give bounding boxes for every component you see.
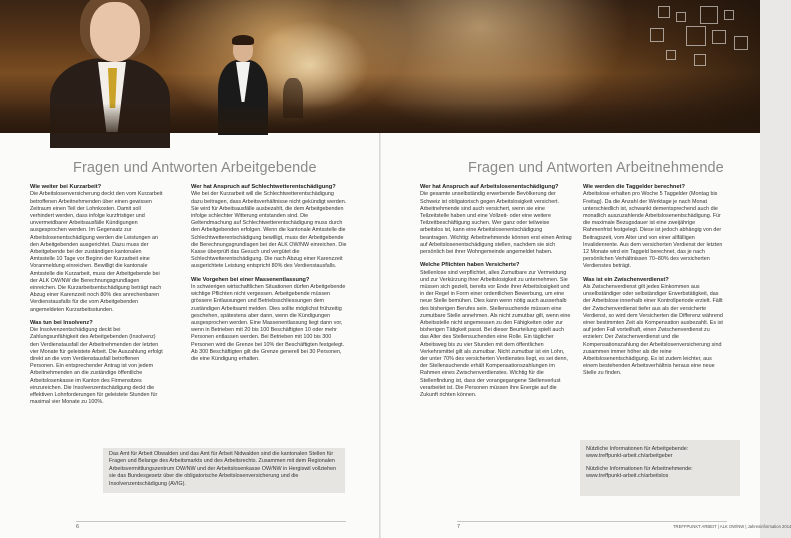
faq-answer: Stellenlose sind verpflichtet, alles Zumutbare zur Vermeidung und zur Verkürzung ihrer Arbeitslosigkeit zu unternehmen. Sie müssen sich gezielt, bereits vor Ende ihrer Arbeitslosigkeit und in der Regel in Form einer ordentlichen Bewerbung, um eine neue Stelle bemühen. Dies kann wenn nötig auch ausserhalb des bisherigen Berufes sein. Stellensuchende müssen eine zumutbare Stelle annehmen. Als nicht zumutbar gilt, wenn eine Arbeitsstelle nicht angemessen zu den Fähigkeiten oder zur bisherigen Tätigkeit passt. Bei dieser Beurteilung spielt auch das Alter des Stellensuchenden eine Rolle. Ein täglicher Arbeitsweg bis zu vier Stunden mit dem öffentlichen Verkehrsmittel gilt als zumutbar. Nicht zumutbar ist ein Lohn, der unter 70% des versicherten Verdienstes liegt, es sei denn, der Stellensuchende erhält Kompensationszahlungen im Rahmen eines Zwischenverdienstes. Wichtig für die Stellenfindung ist, dass der vorangegangene Stellenverlust verarbeitet ist. Die Personen müssen ihre Energie auf die Zukunft richten können. <box>420 269 571 399</box>
faq-question: Wie weiter bei Kurzarbeit? <box>30 184 102 190</box>
footer-rule <box>76 521 346 522</box>
info-label-employers: Nützliche Informationen für Arbeitgebende: <box>586 446 689 452</box>
faq-answer: Als Zwischenverdienst gilt jedes Einkommen aus unselbständiger oder selbständiger Erwerbstätigkeit, das der Arbeitslose innerhalb einer Kontrollperiode erzielt. Fällt der Zwischenverdienst tiefer aus als der versicherte Verdienst, so wird dem Versicherten die Differenz während einer bestimmten Zeit als Kompensation ausbezahlt. Es ist auf jeden Fall vorteilhaft, einen Zwischenverdienst zu erzielen: Der Zwischenverdienst und die Kompensationszahlung der Arbeitslosenversicherung sind zusammen immer höher als die reine Arbeitslosenentschädigung. Es ist zudem leichter, aus einem bestehenden Arbeitsverhältnis heraus eine neue Stelle zu finden. <box>583 284 723 377</box>
link-employers[interactable]: www.treffpunkt-arbeit.ch/arbeitgeber <box>586 453 673 460</box>
footer-text: TREFFPUNKT ARBEIT | ALK OW/NW | Jahresinformation 2014 <box>673 524 791 529</box>
faq-question: Wie Vorgehen bei einer Massenentlassung? <box>191 276 310 283</box>
faq-question: Wie werden die Taggelder berechnet? <box>583 184 685 190</box>
info-label-employees: Nützliche Informationen für Arbeitnehmende: <box>586 465 693 472</box>
faq-answer: Die gesamte unselbständig erwerbende Bevölkerung der Schweiz ist obligatorisch gegen Arbeitslosigkeit versichert. Arbeitnehmende sind auch versichert, wenn sie eine Teilzeitstelle haben und eine Vollzeit- oder eine weitere Teilzeitbeschäftigung suchen. Wer ganz oder teilweise arbeitslos ist, kann eine Arbeitslosenentschädigung beantragen. Wichtig: Arbeitnehmende können erst einen Antrag auf Arbeitslosenentschädigung stellen, nachdem sie sich persönlich bei ihrer Wohngemeinde angemeldet haben. <box>420 191 572 256</box>
info-box-authorities: Das Amt für Arbeit Obwalden und das Amt für Arbeit Nidwalden sind die kantonalen Stellen für Fragen und Belange des Arbeitsmarkts und des Arbeitsrechts. Zusammen mit dem Regionalen Arbeitsvermittlungszentrum OW/NW und der Arbeitslosenkasse OW/NW in Hergiswil vollziehen sie das Bundesgesetz über die obligatorische Arbeitslosenversicherung und die Insolvenzentschädigung (AVIG). <box>103 448 345 493</box>
right-page-heading: Fragen und Antworten Arbeitnehmende <box>468 160 724 176</box>
faq-answer: Arbeitslose erhalten pro Woche 5 Taggelder (Montag bis Freitag). Da die Anzahl der Werktage je nach Monat unterschiedlich ist, schwankt dementsprechend auch die monatlich auszuzahlende Arbeitslosenentschädigung. Für die maximale Bezugsdauer ist eine zweijährige Rahmenfrist festgelegt. Diese ist jedoch abhängig von der Beitragszeit, vom Alter und von einer allfälligen Invalidenrente. Aus dem versicherten Verdienst der letzten 12 Monate wird ein Taggeld berechnet, das je nach persönlichen Verhältnissen 70–80% des versicherten Verdienstes beträgt. <box>583 191 723 270</box>
faq-answer: Wie bei der Kurzarbeit will die Schlechtwetterentschädigung dazu beitragen, dass Arbeitsverhältnisse nicht gekündigt werden. Sie wird für Arbeitsausfälle ausbezahlt, die dem Arbeitgebenden infolge schlechter Witterung entstanden sind. Die Geltendmachung auf Schlechtwetterentschädigung muss durch den Arbeitgebenden erfolgen. Wenn die kantonale Amtsstelle die Schlechtwetterentschädigung bewilligt, muss der Arbeitgebende die Berechnungsgrundlagen bei der ALK OW/NW einreichen. Die Kasse überprüft das Gesuch und vergütet die Schlechtwetterentschädigung. Die nach Abzug einer Karenzzeit ausgerichtete Leistung entspricht 80% des Verdienstausfalls. <box>191 191 347 270</box>
faq-question: Wer hat Anspruch auf Schlechtwetterentschädigung? <box>191 184 336 190</box>
faq-question: Was tun bei Insolvenz? <box>30 319 93 326</box>
left-column-2 <box>191 184 347 369</box>
left-page-heading: Fragen und Antworten Arbeitgebende <box>73 160 317 176</box>
hotel-staff-photo <box>0 0 760 133</box>
link-employees[interactable]: www.treffpunkt-arbeit.ch/arbeitslos <box>586 473 669 480</box>
info-box-links <box>580 440 740 496</box>
footer-rule <box>457 521 727 522</box>
faq-question: Welche Pflichten haben Versicherte? <box>420 262 520 269</box>
left-column-1 <box>30 184 165 413</box>
faq-answer: In schwierigen wirtschaftlichen Situationen dürfen Arbeitgebende wichtige Pflichten nicht vergessen. Arbeitgebende müssen grössere Entlassungen und Betriebsschliessungen dem zuständigen Arbeitsamt melden. Dies sollte möglichst frühzeitig geschehen, spätestens aber dann, wenn die Kündigungen ausgesprochen werden. Eine Massenentlassung liegt dann vor, wenn in Betrieben mit 20 bis 100 Beschäftigten 10 oder mehr Personen entlassen werden. Bei Betrieben mit 100 bis 300 Personen wird die Grenze bei 10% der Beschäftigten festgelegt. Ab 300 Beschäftigten gilt die Grenze generell bei 30 Personen, die eine Kündigung erhalten. <box>191 284 346 363</box>
faq-answer: Die Arbeitslosenversicherung deckt den vom Kurzarbeit betroffenen Arbeitnehmenden über einen gewissen Zeitraum einen Teil der Lohnkosten. Damit soll verhindert werden, dass infolge kurzfristiger und unvermeidbarer Arbeitsausfälle Kündigungen ausgesprochen werden. Im Gegensatz zur Arbeitslosenentschädigung werden die Leistungen an den Arbeitgebenden ausgerichtet. Dazu muss der Arbeitgebende bei der zuständigen kantonalen Amtsstelle 10 Tage vor Beginn der Kurzarbeit eine Voranmeldung einreichen. Bewilligt die kantonale Amtsstelle die Kurzarbeit, muss der Arbeitgebende bei der ALK OW/NW die Berechnungsgrundlagen einreichen. Die Kurzarbeitsentschädigung beträgt nach Abzug einer Karenzzeit noch 80% des anrechenbaren Verdienstausfalls für die vom Arbeitgebenden angemeldeten Kurzarbeitsstunden. <box>30 191 163 313</box>
page-number: 6 <box>76 524 80 530</box>
right-column-2 <box>583 184 723 384</box>
faq-answer: Die Insolvenzentschädigung deckt bei Zahlungsunfähigkeit des Arbeitgebenden (Insolvenz) den Verdienstausfall der Arbeitnehmenden der letzten vier Monate für geleistete Arbeit. Die Auszahlung erfolgt direkt an die vom Verdienstausfall betroffenen Personen. Ein entsprechender Antrag ist von jedem Arbeitnehmenden an die zuständige öffentliche Arbeitslosenkasse im Kanton des Firmensitzes einzureichen. Die Insolvenzentschädigung deckt die effektiven Lohnforderungen für geleistete Stunden für maximal vier Monate zu 100%. <box>30 327 163 406</box>
page-number: 7 <box>457 524 461 530</box>
right-column-1 <box>420 184 572 405</box>
faq-question: Wer hat Anspruch auf Arbeitslosenentschädigung? <box>420 184 559 190</box>
faq-question: Was ist ein Zwischenverdienst? <box>583 276 669 283</box>
